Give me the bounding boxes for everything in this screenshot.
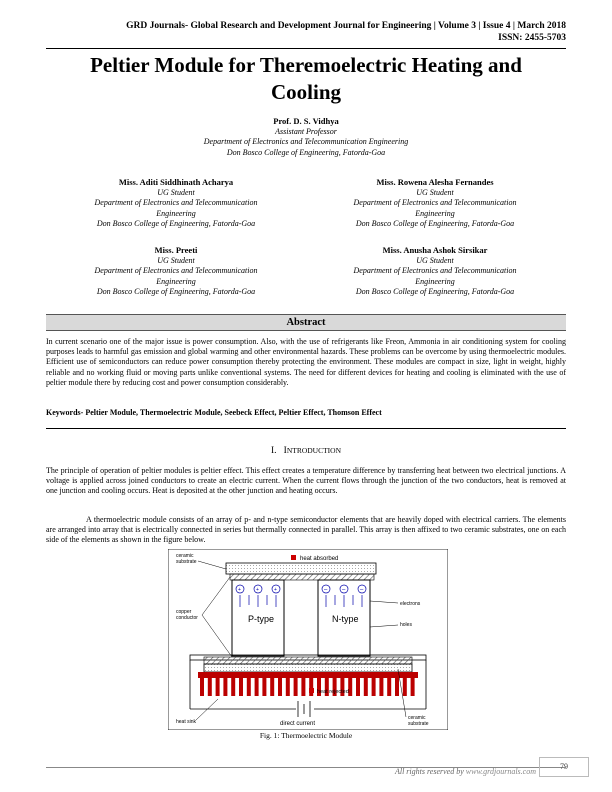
figure-caption: Fig. 1: Thermoelectric Module xyxy=(259,731,353,740)
author-name: Prof. D. S. Vidhya xyxy=(273,116,339,126)
svg-text:+: + xyxy=(256,587,259,593)
author-role: UG Student xyxy=(157,187,195,197)
p-type-label: P-type xyxy=(248,614,275,624)
author-dept: Department of Electronics and Telecommunication xyxy=(94,266,258,275)
author-college: Don Bosco College of Engineering, Fatorda-Goa xyxy=(96,219,256,228)
page-number: 79 xyxy=(539,757,589,777)
heat-sink-fin xyxy=(372,678,376,696)
heat-sink-fin xyxy=(364,678,368,696)
author-name: Miss. Rowena Alesha Fernandes xyxy=(376,177,494,187)
heat-sink-fin xyxy=(216,678,220,696)
section-number: I. xyxy=(270,446,277,456)
section-title-rest: NTRODUCTION xyxy=(286,446,341,455)
copper-label: conductor xyxy=(176,615,198,621)
author-block xyxy=(325,177,545,230)
n-type-label: N-type xyxy=(332,614,359,624)
section-initial: I xyxy=(283,446,287,456)
heat-sink-fin xyxy=(208,678,212,696)
author-college: Don Bosco College of Engineering, Fatorda-Goa xyxy=(355,219,515,228)
heat-sink-fin xyxy=(286,678,290,696)
heat-sink-fin xyxy=(411,678,415,696)
heat-sink xyxy=(198,672,418,678)
heat-absorbed-label: heat absorbed xyxy=(300,556,339,562)
keywords: Keywords- Peltier Module, Thermoelectric Module, Seebeck Effect, Peltier Effect, Thomson Effect xyxy=(46,408,382,417)
header-rule xyxy=(46,48,566,49)
svg-text:–: – xyxy=(342,587,346,593)
journal-name: GRD Journals- Global Research and Development Journal for Engineering | Volume 3 | Issue 4 | March 2018 xyxy=(126,21,566,31)
heat-sink-fin xyxy=(247,678,251,696)
heat-sink-fin xyxy=(356,678,360,696)
heat-sink-fin xyxy=(255,678,259,696)
author-dept: Department of Electronics and Telecommunication xyxy=(353,266,517,275)
heat-sink-fin xyxy=(231,678,235,696)
paragraph-1: The principle of operation of peltier modules is peltier effect. This effect creates a temperature difference by transferring heat between two electrical junctions. A voltage is applied across joined conductors to create an electric current. When the current flows through the junction of the two conductors, heat is removed at one junction and cooling occurs. Heat is deposited at the other junction and heating occurs. xyxy=(46,466,566,496)
ceramic-top-label: ceramic xyxy=(176,553,194,559)
heat-sink-fin xyxy=(403,678,407,696)
svg-text:+: + xyxy=(238,587,241,593)
top-copper-conductor xyxy=(230,574,374,580)
title-line-1: Peltier Module for Theremoelectric Heating and xyxy=(90,53,522,77)
footer-text xyxy=(395,767,536,776)
heat-sink-fin xyxy=(309,678,313,696)
heat-rejected-marker xyxy=(309,688,314,693)
heat-sink-fin xyxy=(301,678,305,696)
heat-sink-fin xyxy=(262,678,266,696)
ceramic-top-label: substrate xyxy=(176,559,197,565)
top-ceramic-substrate xyxy=(226,563,376,574)
author-block xyxy=(325,245,545,298)
author-block xyxy=(66,177,286,230)
author-block xyxy=(66,245,286,298)
paper-title xyxy=(40,52,572,106)
abstract-text: In current scenario one of the major issue is power consumption. Also, with the use of refrigerants like Freon, Ammonia in air conditioning system for cooling purposes leads to harmful gas emission and global warming and other environmental hazards. These problems can be overcome by using thermoelectric modules. Efficient use of semiconductors can reduce power consumption thereby protecting the environment. These modules are compact in size, light in weight, highly reliable and no working fluid or moving parts unlike conventional systems. The need for different devices for heating and cooling is eliminated with the use of peltier module there by reducing cost and power consumption considerably. xyxy=(46,337,566,387)
section-heading xyxy=(46,446,566,456)
author-role: UG Student xyxy=(157,255,195,265)
heat-sink-fin xyxy=(239,678,243,696)
author-role: UG Student xyxy=(416,187,454,197)
ceramic-bottom-label: substrate xyxy=(408,721,429,727)
heat-sink-fin xyxy=(395,678,399,696)
author-name: Miss. Aditi Siddhinath Acharya xyxy=(118,177,234,187)
copper-label: copper xyxy=(176,609,192,615)
svg-text:–: – xyxy=(360,587,364,593)
direct-current-label: direct current xyxy=(280,721,316,727)
ceramic-bottom-label: ceramic xyxy=(408,715,426,721)
paragraph-2: A thermoelectric module consists of an array of p- and n-type semiconductor elements that are heavily doped with electrical carriers. The elements are arranged into array that is electrically connected in series but thermally connected in parallel. This array is then affixed to two ceramic substrates, one on each side of the elements as shown in the figure below. xyxy=(46,515,566,545)
heat-sink-fin xyxy=(387,678,391,696)
heat-sink-fin xyxy=(270,678,274,696)
author-dept: Engineering xyxy=(156,208,196,218)
heat-sink-fin xyxy=(379,678,383,696)
footer-url[interactable]: www.grdjournals.com xyxy=(465,767,536,776)
electrons-label: electrons xyxy=(400,601,421,607)
heat-sink-fin xyxy=(278,678,282,696)
author-college: Don Bosco College of Engineering, Fatorda-Goa xyxy=(355,287,515,296)
title-line-2: Cooling xyxy=(270,80,341,104)
author-name: Miss. Preeti xyxy=(154,245,198,255)
svg-text:–: – xyxy=(324,587,328,593)
bottom-copper-conductor xyxy=(204,657,412,664)
journal-header xyxy=(126,20,566,44)
author-name: Miss. Anusha Ashok Sirsikar xyxy=(382,245,488,255)
author-college: Don Bosco College of Engineering, Fatorda-Goa xyxy=(96,287,256,296)
author-dept: Department of Electronics and Telecommunication xyxy=(353,198,517,207)
heat-sink-fin xyxy=(294,678,298,696)
bottom-ceramic-substrate xyxy=(204,664,412,672)
issn: ISSN: 2455-5703 xyxy=(498,33,566,43)
heat-absorbed-marker xyxy=(291,555,296,560)
holes-label: holes xyxy=(400,622,412,628)
author-dept: Department of Electronics and Telecommunication Engineering xyxy=(203,137,409,146)
heat-sink-fin xyxy=(223,678,227,696)
abstract-heading: Abstract xyxy=(46,314,566,331)
author-dept: Department of Electronics and Telecommunication xyxy=(94,198,258,207)
heat-sink-fin xyxy=(200,678,204,696)
author-dept: Engineering xyxy=(156,276,196,286)
main-author xyxy=(100,116,512,158)
author-role: UG Student xyxy=(416,255,454,265)
heat-sink-label: heat sink xyxy=(176,719,197,725)
section-rule xyxy=(46,428,566,429)
author-dept: Engineering xyxy=(415,208,455,218)
author-dept: Engineering xyxy=(415,276,455,286)
author-college: Don Bosco College of Engineering, Fatorda-Goa xyxy=(226,147,386,157)
thermoelectric-module-figure xyxy=(168,549,448,730)
svg-text:+: + xyxy=(274,587,277,593)
footer-rights: All rights reserved by xyxy=(394,767,466,776)
author-role: Assistant Professor xyxy=(275,126,337,136)
heat-rejected-label: heat rejected xyxy=(317,689,349,695)
